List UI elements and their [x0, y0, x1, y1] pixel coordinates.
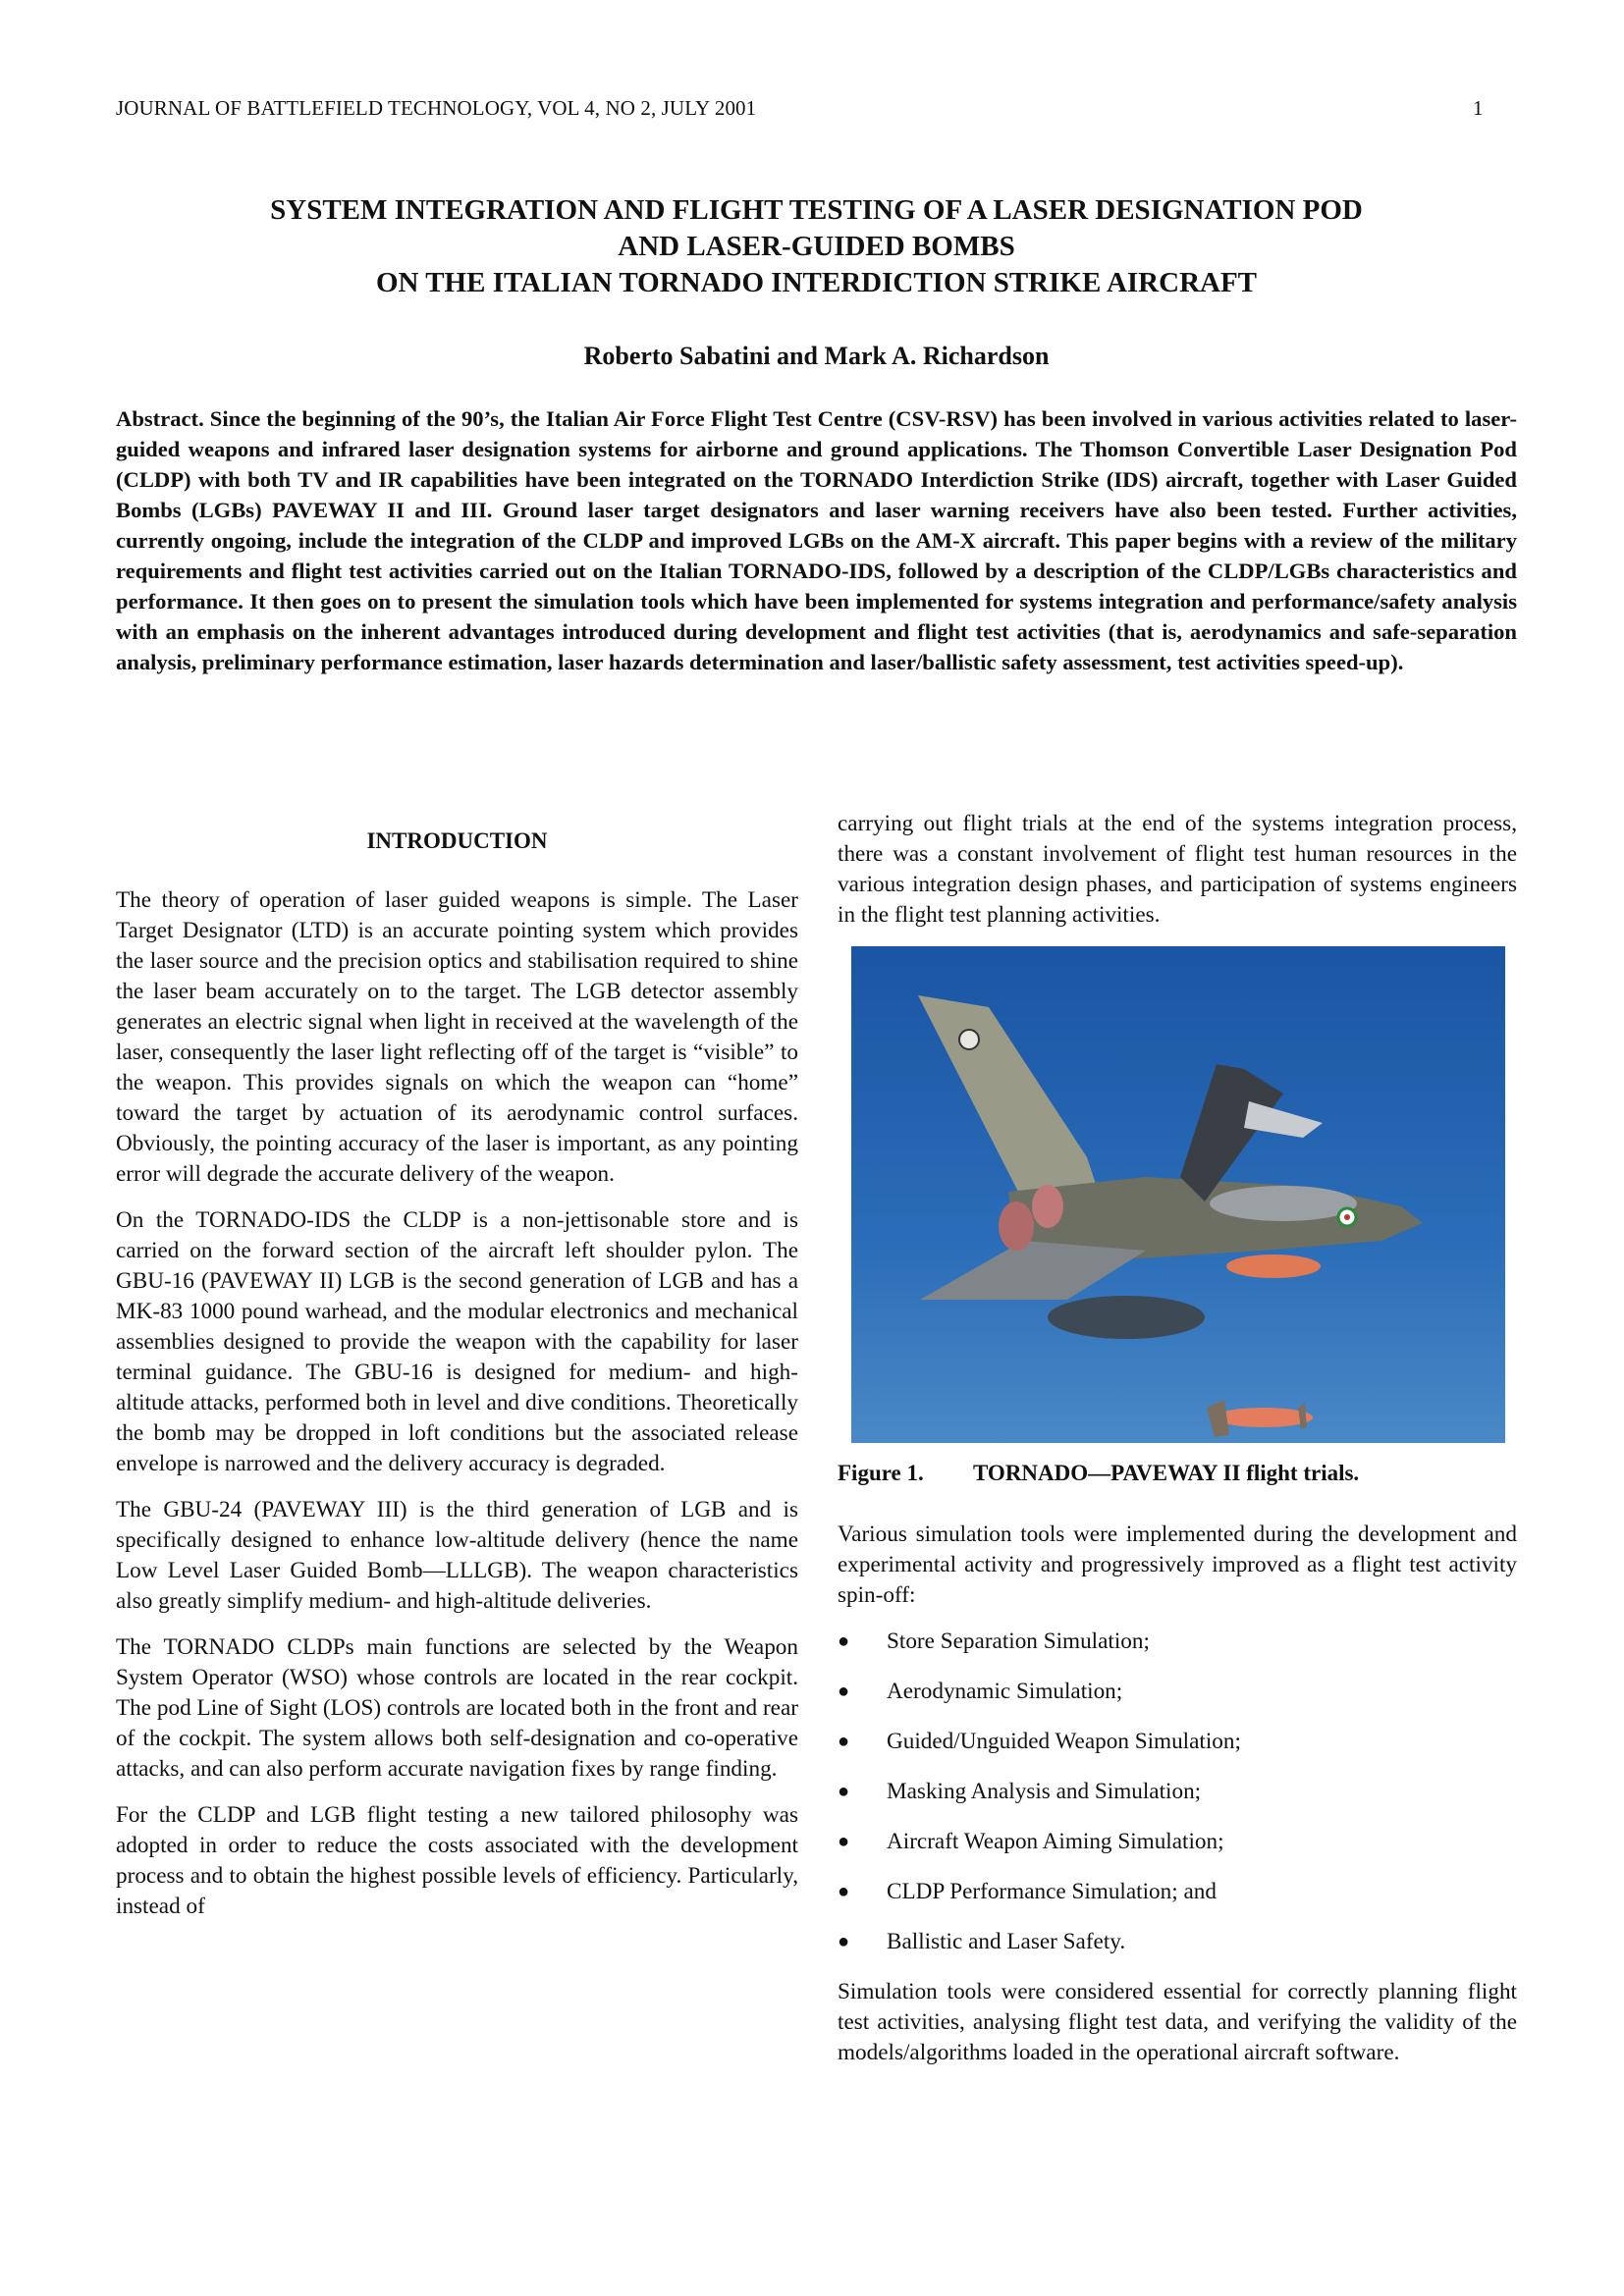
bullet-icon: ●	[838, 1681, 850, 1702]
list-item-text: Ballistic and Laser Safety.	[887, 1929, 1126, 1954]
authors: Roberto Sabatini and Mark A. Richardson	[583, 342, 1050, 370]
list-item	[838, 1727, 1517, 1757]
list-item-text: CLDP Performance Simulation; and	[887, 1879, 1217, 1904]
title-line-1: SYSTEM INTEGRATION AND FLIGHT TESTING OF A LASER DESIGNATION POD	[270, 194, 1363, 226]
list-item	[838, 1777, 1517, 1807]
list-item-text: Aerodynamic Simulation;	[887, 1679, 1123, 1704]
figure-1-photo	[851, 946, 1505, 1443]
list-item-text: Store Separation Simulation;	[887, 1629, 1150, 1654]
list-item-text: Aircraft Weapon Aiming Simulation;	[887, 1829, 1224, 1854]
title-line-3: ON THE ITALIAN TORNADO INTERDICTION STRIKE AIRCRAFT	[375, 267, 1258, 298]
continuation-paragraph: carrying out flight trials at the end of the systems integration process, there was a constant involvement of flight test human resources in the various integration design phases, and participation of systems engineers in the flight test planning activities.	[838, 811, 1517, 928]
closing-paragraph: Simulation tools were considered essential for correctly planning flight test activities, analysing flight test data, and verifying the validity of the models/algorithms loaded in the operational aircraft software.	[838, 1979, 1517, 2065]
simulation-tools-list	[838, 1627, 1517, 1957]
list-item	[838, 1627, 1517, 1657]
bullet-icon: ●	[838, 1881, 850, 1902]
running-header: JOURNAL OF BATTLEFIELD TECHNOLOGY, VOL 4, NO 2, JULY 2001	[116, 96, 757, 120]
list-item-text: Masking Analysis and Simulation;	[887, 1779, 1202, 1804]
paragraph-3: The GBU-24 (PAVEWAY III) is the third generation of LGB and is specifically designed to enhance low-altitude delivery (hence the name Low Level Laser Guided Bomb—LLLGB). The weapon characteristics also greatly simplify medium- and high-altitude deliveries.	[116, 1497, 798, 1614]
list-item	[838, 1877, 1517, 1907]
figure-1-caption	[838, 1461, 1517, 1486]
list-item	[838, 1927, 1517, 1957]
bullet-icon: ●	[838, 1630, 850, 1652]
list-item	[838, 1677, 1517, 1707]
abstract: Abstract. Since the beginning of the 90’s, the Italian Air Force Flight Test Centre (CSV-RSV) has been involved in various activities related to laser-guided weapons and infrared laser designation systems for airborne and ground applications. The Thomson Convertible Laser Designation Pod (CLDP) with both TV and IR capabilities have been integrated on the TORNADO Interdiction Strike (IDS) aircraft, together with Laser Guided Bombs (LGBs) PAVEWAY II and III. Ground laser target designators and laser warning receivers have also been tested. Further activities, currently ongoing, include the integration of the CLDP and improved LGBs on the AM-X aircraft. This paper begins with a review of the military requirements and flight test activities carried out on the Italian TORNADO-IDS, followed by a description of the CLDP/LGBs characteristics and performance. It then goes on to present the simulation tools which have been implemented for systems integration and performance/safety analysis with an emphasis on the inherent advantages introduced during development and flight test activities (that is, aerodynamics and safe-separation analysis, preliminary performance estimation, laser hazards determination and laser/ballistic safety assessment, test activities speed-up).	[116, 406, 1517, 674]
bullet-icon: ●	[838, 1931, 850, 1952]
tornado-aircraft-photo-icon	[851, 946, 1505, 1443]
paragraph-5: For the CLDP and LGB flight testing a new tailored philosophy was adopted in order to reduce the costs associated with the development process and to obtain the highest possible levels of efficiency. Particularly, instead of	[116, 1802, 798, 1919]
bullet-icon: ●	[838, 1831, 850, 1852]
figure-caption-text: TORNADO—PAVEWAY II flight trials.	[973, 1461, 1360, 1485]
bullet-icon: ●	[838, 1731, 850, 1752]
paragraph-2: On the TORNADO-IDS the CLDP is a non-jettisonable store and is carried on the forward section of the aircraft left shoulder pylon. The GBU-16 (PAVEWAY II) LGB is the second generation of LGB and has a MK-83 1000 pound warhead, and the modular electronics and mechanical assemblies designed to provide the weapon with the capability for laser terminal guidance. The GBU-16 is designed for medium- and high-altitude attacks, performed both in level and dive conditions. Theoretically the bomb may be dropped in loft conditions but the associated release envelope is narrowed and the delivery accuracy is degraded.	[116, 1207, 798, 1476]
paragraph-4: The TORNADO CLDPs main functions are selected by the Weapon System Operator (WSO) whose controls are located in the rear cockpit. The pod Line of Sight (LOS) controls are located both in the front and rear of the cockpit. The system allows both self-designation and co-operative attacks, and can also perform accurate navigation fixes by range finding.	[116, 1634, 798, 1782]
bullet-icon: ●	[838, 1781, 850, 1802]
page-number: 1	[1473, 96, 1484, 120]
figure-label: Figure 1.	[838, 1461, 924, 1485]
list-item	[838, 1827, 1517, 1857]
list-item-text: Guided/Unguided Weapon Simulation;	[887, 1729, 1241, 1754]
paragraph-1: The theory of operation of laser guided weapons is simple. The Laser Target Designator (LTD) is an accurate pointing system which provides the laser source and the precision optics and stabilisation required to shine the laser beam accurately on to the target. The LGB detector assembly generates an electric signal when light in received at the wavelength of the laser, consequently the laser light reflecting off of the target is “visible” to the weapon. This provides signals on which the weapon can “home” toward the target by actuation of its aerodynamic control surfaces. Obviously, the pointing accuracy of the laser is important, as any pointing error will degrade the accurate delivery of the weapon.	[116, 887, 798, 1187]
simulation-intro-paragraph: Various simulation tools were implemented during the development and experimental activity and progressively improved as a flight test activity spin-off:	[838, 1522, 1517, 1608]
paper-title	[116, 192, 1517, 301]
right-column	[838, 809, 1517, 2084]
section-heading-introduction: INTRODUCTION	[366, 828, 548, 853]
left-column	[116, 825, 798, 1938]
title-line-2: AND LASER-GUIDED BOMBS	[618, 231, 1015, 262]
